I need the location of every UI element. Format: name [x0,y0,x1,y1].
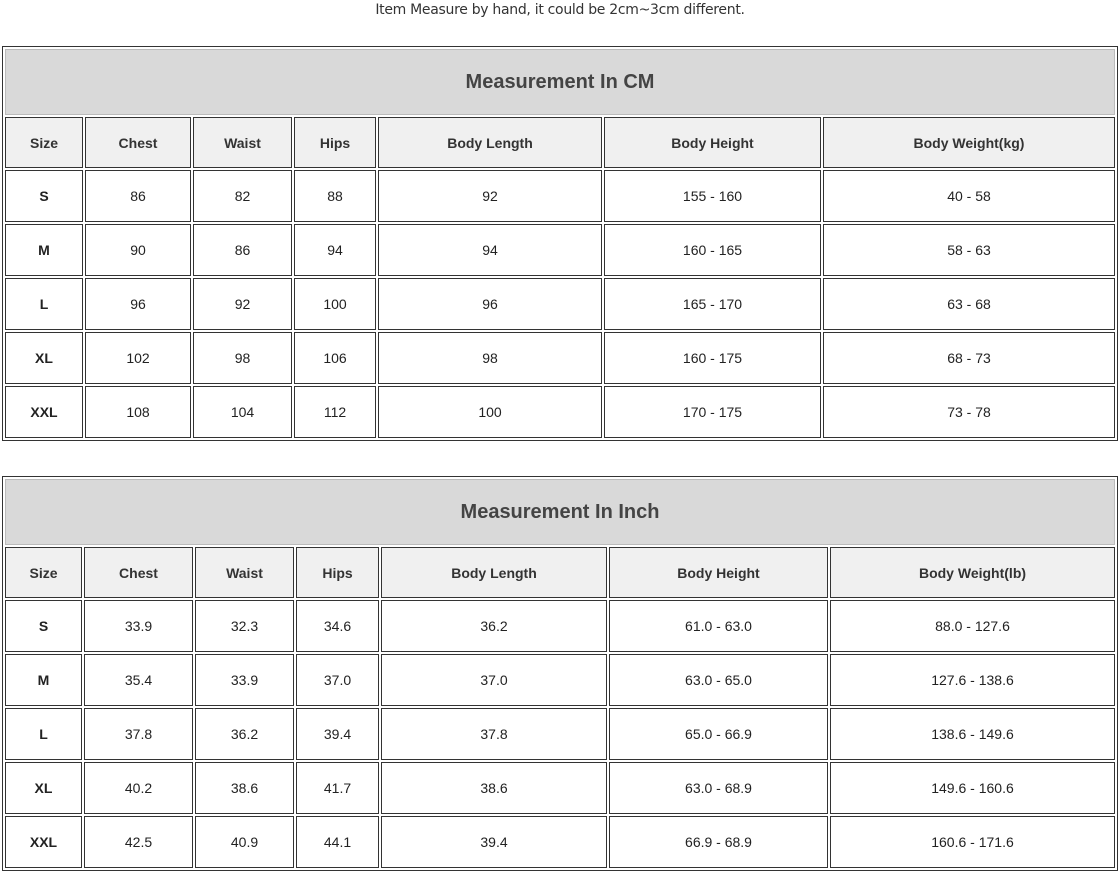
value-cell: 40 - 58 [823,170,1115,222]
value-cell: 86 [193,224,292,276]
value-cell: 65.0 - 66.9 [609,708,828,760]
value-cell: 63.0 - 68.9 [609,762,828,814]
size-cell: L [5,278,83,330]
value-cell: 68 - 73 [823,332,1115,384]
value-cell: 33.9 [84,600,193,652]
size-cell: XL [5,332,83,384]
column-header: Chest [84,547,193,598]
column-header: Body Weight(lb) [830,547,1115,598]
table-row [5,224,1115,276]
column-header: Body Length [381,547,607,598]
value-cell: 155 - 160 [604,170,821,222]
value-cell: 66.9 - 68.9 [609,816,828,868]
table-row [5,332,1115,384]
value-cell: 104 [193,386,292,438]
value-cell: 33.9 [195,654,294,706]
value-cell: 39.4 [296,708,379,760]
value-cell: 42.5 [84,816,193,868]
value-cell: 170 - 175 [604,386,821,438]
value-cell: 58 - 63 [823,224,1115,276]
value-cell: 165 - 170 [604,278,821,330]
value-cell: 82 [193,170,292,222]
inch-size-table [2,476,1118,871]
value-cell: 92 [378,170,602,222]
size-cell: M [5,224,83,276]
cm-size-table [2,46,1118,441]
value-cell: 96 [378,278,602,330]
value-cell: 94 [294,224,376,276]
value-cell: 36.2 [195,708,294,760]
value-cell: 37.0 [296,654,379,706]
size-cell: S [5,600,82,652]
value-cell: 96 [85,278,191,330]
table-row [5,170,1115,222]
value-cell: 92 [193,278,292,330]
value-cell: 34.6 [296,600,379,652]
table-row [5,386,1115,438]
column-header: Body Height [609,547,828,598]
table-row [5,762,1115,814]
table-row [5,278,1115,330]
value-cell: 36.2 [381,600,607,652]
value-cell: 102 [85,332,191,384]
value-cell: 40.9 [195,816,294,868]
column-header: Waist [193,117,292,168]
value-cell: 63.0 - 65.0 [609,654,828,706]
size-cell: S [5,170,83,222]
value-cell: 160 - 165 [604,224,821,276]
table-row [5,600,1115,652]
value-cell: 98 [193,332,292,384]
table-title: Measurement In CM [5,49,1115,115]
value-cell: 38.6 [381,762,607,814]
value-cell: 160.6 - 171.6 [830,816,1115,868]
table-title-row [5,479,1115,545]
measurement-note: Item Measure by hand, it could be 2cm~3cm different. [375,2,745,18]
size-cell: XXL [5,816,82,868]
value-cell: 90 [85,224,191,276]
table-row [5,816,1115,868]
value-cell: 88 [294,170,376,222]
header-row [5,547,1115,598]
column-header: Hips [296,547,379,598]
size-cell: XL [5,762,82,814]
value-cell: 37.8 [381,708,607,760]
column-header: Waist [195,547,294,598]
table-title-row [5,49,1115,115]
table-row [5,654,1115,706]
column-header: Body Height [604,117,821,168]
value-cell: 41.7 [296,762,379,814]
value-cell: 44.1 [296,816,379,868]
size-cell: L [5,708,82,760]
value-cell: 108 [85,386,191,438]
value-cell: 160 - 175 [604,332,821,384]
value-cell: 106 [294,332,376,384]
size-cell: XXL [5,386,83,438]
table-title: Measurement In Inch [5,479,1115,545]
column-header: Size [5,547,82,598]
value-cell: 100 [294,278,376,330]
value-cell: 86 [85,170,191,222]
value-cell: 112 [294,386,376,438]
value-cell: 37.8 [84,708,193,760]
value-cell: 88.0 - 127.6 [830,600,1115,652]
value-cell: 73 - 78 [823,386,1115,438]
value-cell: 100 [378,386,602,438]
value-cell: 38.6 [195,762,294,814]
size-cell: M [5,654,82,706]
column-header: Body Weight(kg) [823,117,1115,168]
value-cell: 35.4 [84,654,193,706]
value-cell: 94 [378,224,602,276]
value-cell: 63 - 68 [823,278,1115,330]
value-cell: 32.3 [195,600,294,652]
column-header: Chest [85,117,191,168]
column-header: Size [5,117,83,168]
value-cell: 40.2 [84,762,193,814]
value-cell: 138.6 - 149.6 [830,708,1115,760]
value-cell: 149.6 - 160.6 [830,762,1115,814]
header-row [5,117,1115,168]
value-cell: 37.0 [381,654,607,706]
column-header: Body Length [378,117,602,168]
column-header: Hips [294,117,376,168]
value-cell: 39.4 [381,816,607,868]
table-row [5,708,1115,760]
value-cell: 61.0 - 63.0 [609,600,828,652]
value-cell: 127.6 - 138.6 [830,654,1115,706]
value-cell: 98 [378,332,602,384]
